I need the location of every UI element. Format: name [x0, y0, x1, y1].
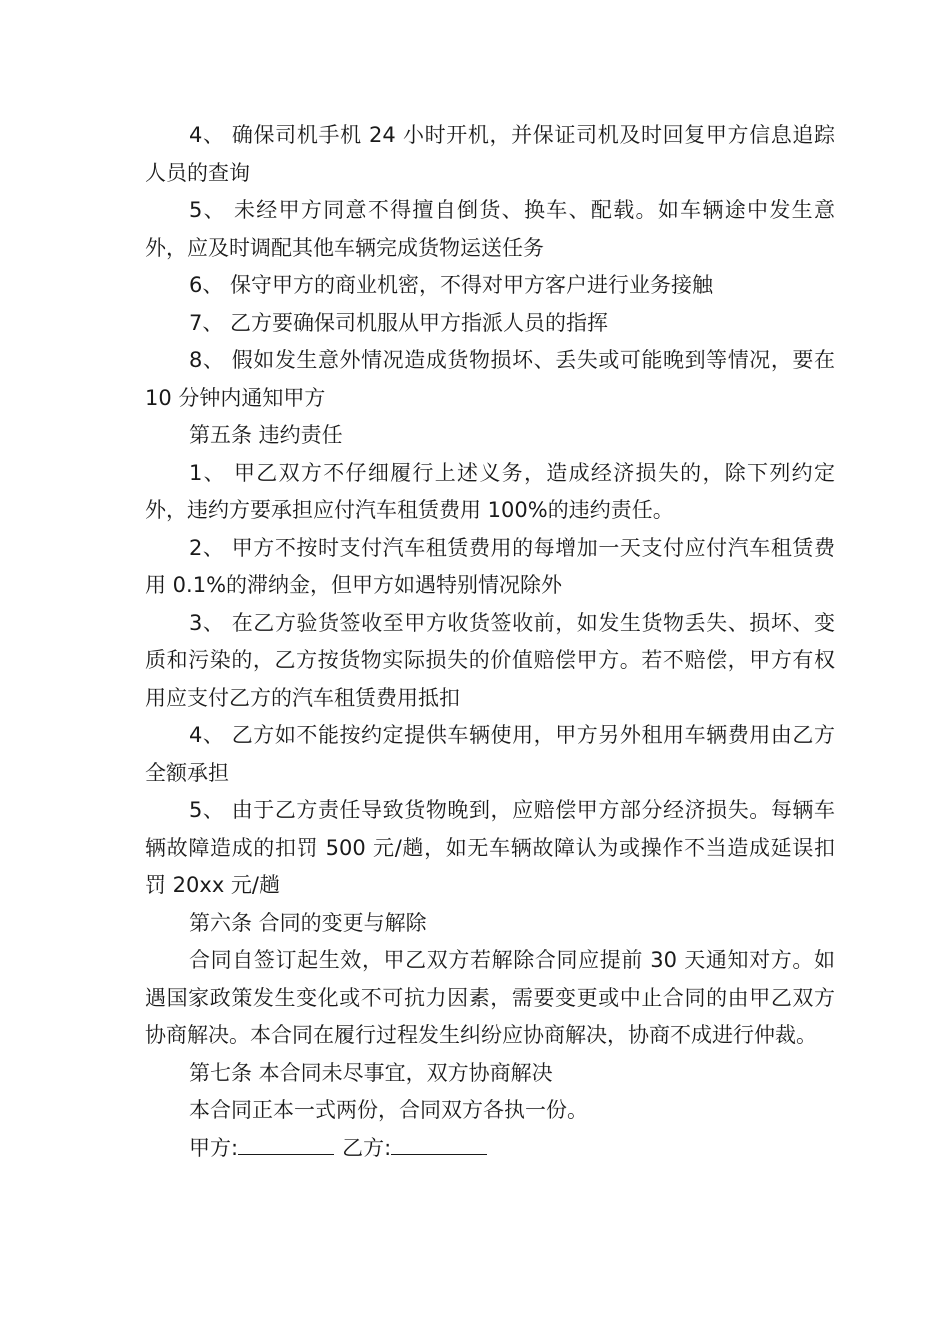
obligation-item-8: 8、 假如发生意外情况造成货物损坏、丢失或可能晚到等情况，要在 10 分钟内通知甲方 — [145, 348, 835, 410]
article7-title: 第七条 本合同未尽事宜，双方协商解决 — [189, 1060, 553, 1085]
article5-item-4: 4、 乙方如不能按约定提供车辆使用，甲方另外租用车辆费用由乙方全额承担 — [145, 723, 835, 785]
obligation-item-5: 5、 未经甲方同意不得擅自倒货、换车、配载。如车辆途中发生意外，应及时调配其他车辆完成货物运送任务 — [145, 198, 835, 260]
signature-line — [145, 1130, 835, 1168]
article5-item-1: 1、 甲乙双方不仔细履行上述义务，造成经济损失的，除下列约定外，违约方要承担应付汽车租赁费用 100%的违约责任。 — [145, 460, 835, 522]
party-b-signature-blank — [391, 1132, 487, 1155]
article5-item-3: 3、 在乙方验货签收至甲方收货签收前，如发生货物丢失、损坏、变质和污染的，乙方按货物实际损失的价值赔偿甲方。若不赔偿，甲方有权用应支付乙方的汽车租赁费用抵扣 — [145, 610, 835, 710]
party-a-signature-blank — [238, 1132, 334, 1155]
copies-note: 本合同正本一式两份，合同双方各执一份。 — [189, 1098, 588, 1122]
contract-body — [145, 117, 835, 1167]
article5-title: 第五条 违约责任 — [189, 423, 343, 447]
party-b-label: 乙方: — [342, 1135, 392, 1160]
article6-body: 合同自签订起生效，甲乙双方若解除合同应提前 30 天通知对方。如遇国家政策发生变化或不可抗力因素，需要变更或中止合同的由甲乙双方协商解决。本合同在履行过程发生纠纷应协商解决，协商不成进行仲裁。 — [145, 948, 835, 1047]
obligation-item-6: 6、 保守甲方的商业机密，不得对甲方客户进行业务接触 — [189, 273, 714, 297]
article5-item-5: 5、 由于乙方责任导致货物晚到，应赔偿甲方部分经济损失。每辆车辆故障造成的扣罚 500 元/趟，如无车辆故障认为或操作不当造成延误扣罚 20xx 元/趟 — [145, 798, 835, 897]
party-a-label: 甲方: — [189, 1135, 239, 1160]
obligation-item-4: 4、 确保司机手机 24 小时开机，并保证司机及时回复甲方信息追踪人员的查询 — [145, 123, 835, 185]
article6-title: 第六条 合同的变更与解除 — [189, 910, 427, 935]
obligation-item-7: 7、 乙方要确保司机服从甲方指派人员的指挥 — [189, 310, 609, 335]
article5-item-2: 2、 甲方不按时支付汽车租赁费用的每增加一天支付应付汽车租赁费用 0.1%的滞纳金，但甲方如遇特别情况除外 — [145, 535, 835, 597]
